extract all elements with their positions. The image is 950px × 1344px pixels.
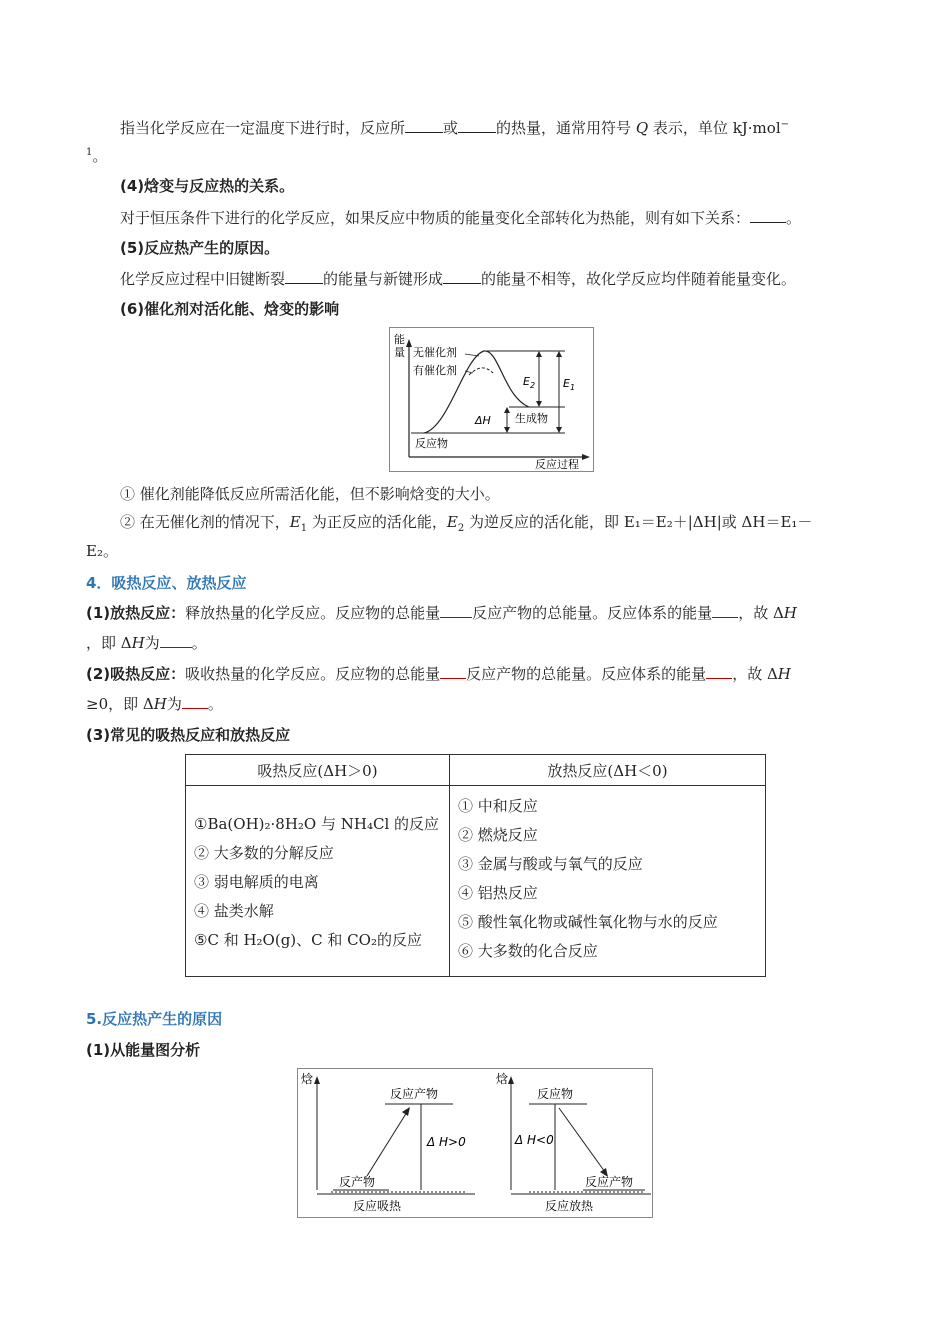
endo-h: H [777,665,791,683]
e1-label: $E_1$ [563,377,576,392]
note2-e1: E [289,513,301,531]
note2-e1-sub: 1 [300,523,308,534]
list-item: ④ 铝热反应 [458,884,538,902]
exo-label: (1)放热反应： [86,604,186,622]
table-body-row [186,786,766,977]
heat-def-text: 指当化学反应在一定温度下进行时，反应所 [120,119,406,137]
right-dh-label: Δ H<0 [515,1133,554,1147]
sec5-title: 5.反应热产生的原因 [86,1010,223,1028]
enthalpy-diagram [297,1068,653,1218]
heat-definition-line2 [86,143,107,166]
exo-a: 释放热量的化学反应。反应物的总能量 [185,604,441,622]
blank-exo-sign[interactable] [160,633,192,648]
exo-line2-end: 。 [191,634,207,652]
note2-a: ② 在无催化剂的情况下， [120,513,290,531]
s5-text-line [120,269,796,289]
note2-line1 [120,512,812,539]
endo-h2: H [153,695,167,713]
s4-text: 对于恒压条件下进行的化学反应，如果反应中物质的能量变化全部转化为热能，则有如下关系： [120,209,751,227]
blank-endo-energy[interactable] [706,664,732,679]
list-item: ⑤C 和 H₂O(g)、C 和 CO₂的反应 [194,930,422,949]
exo-line2 [86,633,207,653]
y-label-1: 能 [394,333,405,346]
endo-line2-a: ≥0，即 Δ [86,695,154,713]
blank-absorb-energy[interactable] [285,269,323,284]
exo-line1 [86,603,797,623]
s4-text-line [120,208,801,228]
list-item: ④ 盐类水解 [194,901,274,920]
table-cell-endo [186,786,450,977]
reactant-label: 反应物 [415,437,448,450]
endo-c: ，故 Δ [732,665,778,683]
exo-h: H [783,604,797,622]
left-y-label: 焓 [301,1072,314,1086]
note1: ① 催化剂能降低反应所需活化能，但不影响焓变的大小。 [120,485,500,503]
unit-sup-1: 1 [86,147,93,158]
right-bottom-label: 反应产物 [585,1175,634,1189]
s5-text-c: 的能量不相等，故化学反应均伴随着能量变化。 [481,270,797,288]
blank-exo-energy[interactable] [712,603,738,618]
blank-release[interactable] [458,118,496,133]
list-item: ③ 金属与酸或与氧气的反应 [458,855,643,873]
endo-line2-end: 。 [207,695,223,713]
blank-relation[interactable] [750,208,786,223]
table-cell-exo [450,786,766,977]
exo-b: 反应产物的总能量。反应体系的能量 [472,604,713,622]
blank-absorb[interactable] [405,118,443,133]
endo-line2-b: 为 [166,695,182,713]
list-item: ② 燃烧反应 [458,826,538,844]
list-item: ①Ba(OH)₂·8H₂O 与 NH₄Cl 的反应 [194,814,440,833]
note2-line2: E₂。 [86,542,118,560]
heat-def-text2: 的热量，通常用符号 [496,119,632,137]
s4-end: 。 [786,209,802,227]
s6-heading: (6)催化剂对活化能、焓变的影响 [120,300,340,318]
note2-e2-sub: 2 [457,523,465,534]
label-with-catalyst: 有催化剂 [413,364,457,377]
left-caption: 反应吸热 [353,1199,402,1213]
heat-def-or: 或 [443,119,459,137]
left-dh-label: Δ H>0 [427,1135,466,1149]
list-item: ⑤ 酸性氧化物或碱性氧化物与水的反应 [458,913,718,931]
exo-c: ，故 Δ [738,604,784,622]
dh-label: ΔH [475,414,491,427]
sec5-sub: (1)从能量图分析 [86,1041,201,1059]
blank-release-energy[interactable] [443,269,481,284]
y-label-2: 量 [394,346,405,359]
endo-b: 反应产物的总能量。反应体系的能量 [466,665,707,683]
endo-label: (2)吸热反应： [86,665,186,683]
endo-a: 吸收热量的化学反应。反应物的总能量 [185,665,441,683]
blank-endo-compare[interactable] [440,664,466,679]
unit-sup-minus: − [780,119,790,130]
s3-heading: (3)常见的吸热反应和放热反应 [86,726,291,744]
left-top-label: 反应产物 [390,1087,439,1101]
right-caption: 反应放热 [545,1199,594,1213]
exo-line2-b: 为 [144,634,160,652]
right-top-label: 反应物 [537,1087,574,1101]
note2-e2: E [446,513,458,531]
blank-exo-compare[interactable] [440,603,472,618]
list-item: ① 中和反应 [458,797,538,815]
heat-def-end: 。 [92,147,108,165]
note2-c: 为逆反应的活化能，即 [469,513,620,531]
note2-b: 为正反应的活化能， [311,513,447,531]
list-item: ③ 弱电解质的电离 [194,872,319,891]
list-item: ② 大多数的分解反应 [194,843,334,862]
s5-text-a: 化学反应过程中旧键断裂 [120,270,286,288]
heat-definition-line1 [120,115,789,138]
sec4-title: 4．吸热反应、放热反应 [86,574,247,592]
endo-line2 [86,694,223,714]
note2-formula: E₁＝E₂＋|ΔH|或 ΔH＝E₁－ [623,513,813,531]
table-head-endo: 吸热反应(ΔH＞0) [186,755,450,786]
s5-heading: (5)反应热产生的原因。 [120,239,280,257]
catalyst-energy-diagram [389,327,594,472]
table-header-row [186,755,766,786]
endo-line1 [86,664,791,684]
s4-heading: (4)焓变与反应热的关系。 [120,177,295,195]
product-label: 生成物 [515,412,548,425]
exo-h2: H [131,634,145,652]
e2-label: $E_2$ [523,375,536,390]
x-axis-label: 反应过程 [535,458,579,471]
blank-endo-sign[interactable] [182,694,208,709]
left-bottom-label: 反产物 [339,1175,376,1189]
table-head-exo: 放热反应(ΔH＜0) [450,755,766,786]
exo-line2-a: ，即 Δ [86,634,132,652]
symbol-q: Q [635,119,649,137]
label-no-catalyst: 无催化剂 [413,346,457,359]
reaction-table [185,754,766,977]
list-item: ⑥ 大多数的化合反应 [458,942,598,960]
heat-def-unit: 表示，单位 kJ·mol [652,119,781,137]
s5-text-b: 的能量与新键形成 [323,270,444,288]
right-y-label: 焓 [496,1072,509,1086]
